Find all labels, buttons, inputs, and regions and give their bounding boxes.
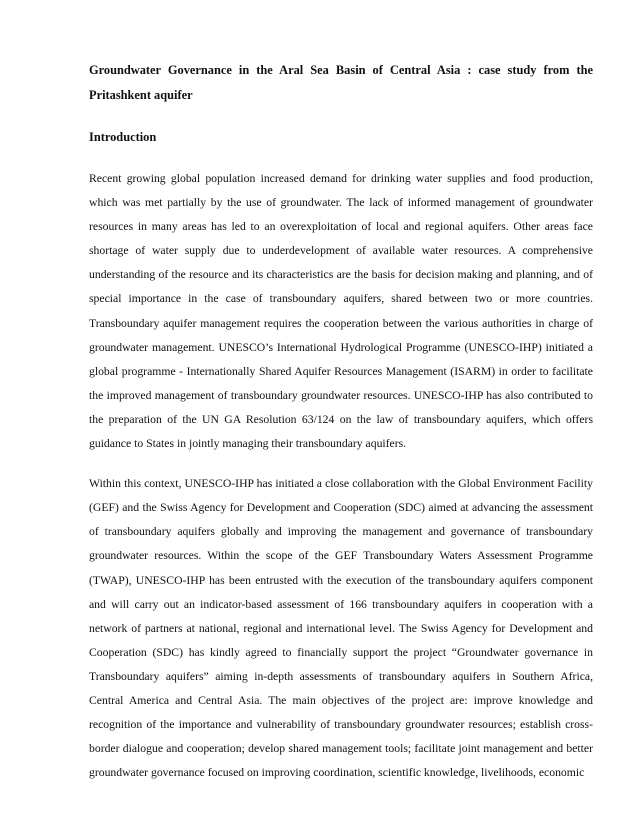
paragraph-2: Within this context, UNESCO-IHP has initiated a close collaboration with the Global Environment Facility (GEF) and the Swiss Agency for Development and Cooperation (SDC) aimed at advancing the assessment of transboundary aquifers globally and improving the management and governance of transboundary groundwater resources. Within the scope of the GEF Transboundary Waters Assessment Programme (TWAP), UNESCO-IHP has been entrusted with the execution of the transboundary aquifers component and will carry out an indicator-based assessment of 166 transboundary aquifers in cooperation with a network of partners at national, regional and international level. The Swiss Agency for Development and Cooperation (SDC) has kindly agreed to financially support the project “Groundwater governance in Transboundary aquifers” aiming in-depth assessments of transboundary aquifers in Southern Africa, Central America and Central Asia. The main objectives of the project are: improve knowledge and recognition of the importance and vulnerability of transboundary groundwater resources; establish cross-border dialogue and cooperation; develop shared management tools; facilitate joint management and better groundwater governance focused on improving coordination, scientific knowledge, livelihoods, economic: [89, 477, 593, 780]
paragraph-1: Recent growing global population increased demand for drinking water supplies and food production, which was met partially by the use of groundwater. The lack of informed management of groundwater resources in many areas has led to an overexploitation of local and regional aquifers. Other areas face shortage of water supply due to underdevelopment of available water resources. A comprehensive understanding of the resource and its characteristics are the basis for decision making and planning, and of special importance in the case of transboundary aquifers, shared between two or more countries. Transboundary aquifer management requires the cooperation between the various authorities in charge of groundwater management. UNESCO’s International Hydrological Programme (UNESCO-IHP) initiated a global programme - Internationally Shared Aquifer Resources Management (ISARM) in order to facilitate the improved management of transboundary groundwater resources. UNESCO-IHP has also contributed to the preparation of the UN GA Resolution 63/124 on the law of transboundary aquifers, which offers guidance to States in jointly managing their transboundary aquifers.: [89, 172, 593, 451]
section-heading: Introduction: [89, 130, 157, 144]
document-page: [89, 58, 593, 801]
document-title: Groundwater Governance in the Aral Sea Basin of Central Asia : case study from the Pritashkent aquifer: [89, 63, 593, 102]
